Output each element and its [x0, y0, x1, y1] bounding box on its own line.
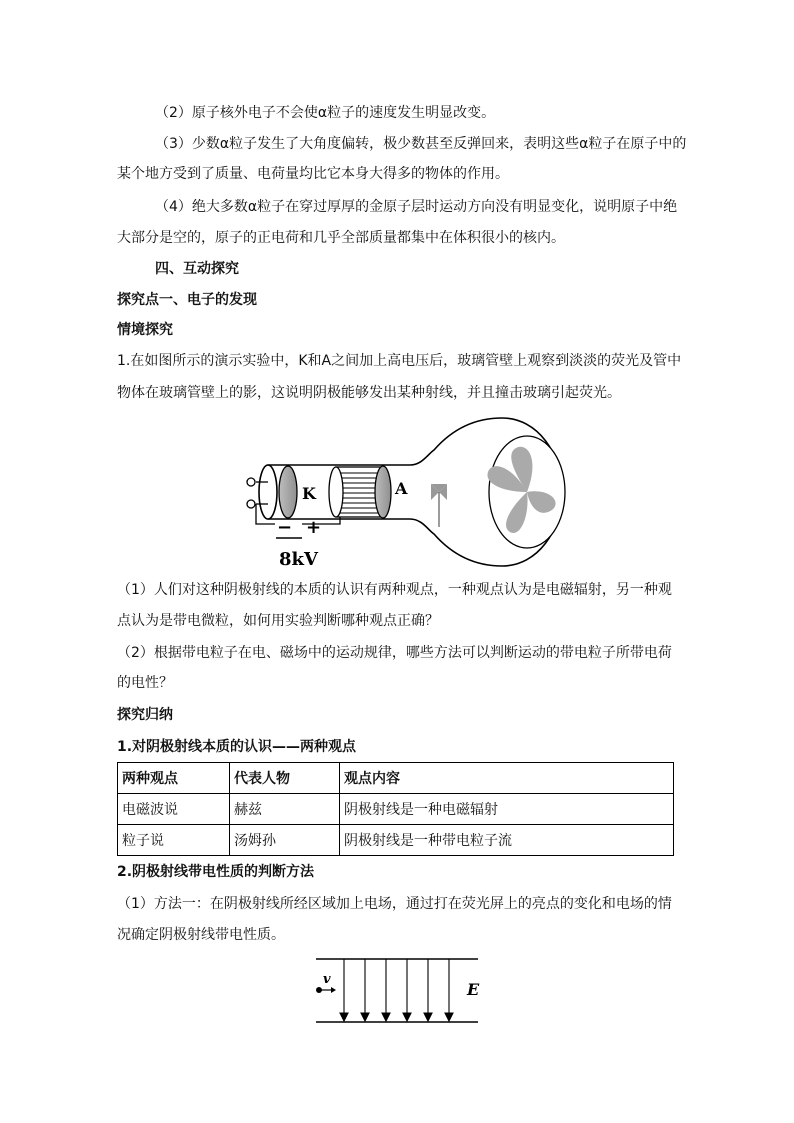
table-row [118, 794, 674, 825]
electric-field-figure [310, 955, 485, 1027]
voltage-label: 8kV [279, 549, 318, 570]
table-cell: 汤姆孙 [230, 825, 340, 856]
question-1-line-2: 点认为是带电微粒，如何用实验判断哪种观点正确？ [117, 613, 439, 629]
summary-2-title: 2.阴极射线带电性质的判断方法 [117, 864, 315, 880]
field-lines [340, 959, 453, 1021]
table-cell: 阴极射线是一种电磁辐射 [340, 794, 674, 825]
table-cell: 电磁波说 [118, 794, 230, 825]
scenario-line-1: 1.在如图所示的演示实验中，K和A之间加上高电压后，玻璃管壁上观察到淡淡的荧光及管中 [117, 353, 682, 369]
paragraph-3-line-2: 某个地方受到了质量、电荷量均比它本身大得多的物体的作用。 [117, 166, 509, 182]
table-header: 代表人物 [230, 763, 340, 794]
viewpoint-table [117, 762, 674, 856]
cathode-label: K [302, 484, 316, 503]
paragraph-4-line-2: 大部分是空的，原子的正电荷和几乎全部质量都集中在体积很小的核内。 [117, 230, 565, 246]
maltese-cross-icon [431, 484, 447, 527]
method-1-line-2: 况确定阴极射线带电性质。 [117, 927, 285, 943]
scenario-line-2: 物体在玻璃管壁上的影，这说明阴极能够发出某种射线，并且撞击玻璃引起荧光。 [117, 385, 621, 401]
summary-heading: 探究归纳 [117, 707, 173, 723]
table-header: 观点内容 [340, 763, 674, 794]
paragraph-2: （2）原子核外电子不会使α粒子的速度发生明显改变。 [155, 105, 496, 121]
table-row [118, 825, 674, 856]
paragraph-3-line-1: （3）少数α粒子发生了大角度偏转，极少数甚至反弹回来，表明这些α粒子在原子中的 [155, 136, 687, 152]
cathode-disk [279, 466, 297, 518]
topic-title: 探究点一、电子的发现 [117, 292, 257, 308]
terminal-top [247, 478, 255, 486]
table-header: 两种观点 [118, 763, 230, 794]
anode-label: A [395, 479, 408, 498]
field-label: E [467, 980, 480, 999]
question-2-line-2: 的电性？ [117, 675, 173, 691]
velocity-arrow-icon [331, 987, 336, 993]
terminal-bottom [247, 500, 255, 508]
table-cell: 赫兹 [230, 794, 340, 825]
question-1-line-1: （1）人们对这种阴极射线的本质的认识有两种观点，一种观点认为是电磁辐射，另一种观 [117, 582, 672, 598]
table-cell: 阴极射线是一种带电粒子流 [340, 825, 674, 856]
paragraph-4-line-1: （4）绝大多数α粒子在穿过厚厚的金原子层时运动方向没有明显变化，说明原子中绝 [155, 199, 678, 215]
minus-sign: − [277, 517, 293, 538]
scenario-heading: 情境探究 [117, 322, 173, 338]
question-2-line-1: （2）根据带电粒子在电、磁场中的运动规律，哪些方法可以判断运动的带电粒子所带电荷 [117, 645, 672, 661]
cathode-ray-tube-figure [240, 412, 570, 572]
summary-1-title: 1.对阴极射线本质的认识——两种观点 [117, 739, 357, 755]
method-1-line-1: （1）方法一：在阴极射线所经区域加上电场，通过打在荧光屏上的亮点的变化和电场的情 [117, 896, 672, 912]
anode-cylinder [329, 466, 391, 518]
section-title: 四、互动探究 [155, 261, 239, 277]
table-cell: 粒子说 [118, 825, 230, 856]
velocity-label: v [323, 972, 331, 987]
plus-sign: + [306, 517, 322, 538]
table-header-row [118, 763, 674, 794]
